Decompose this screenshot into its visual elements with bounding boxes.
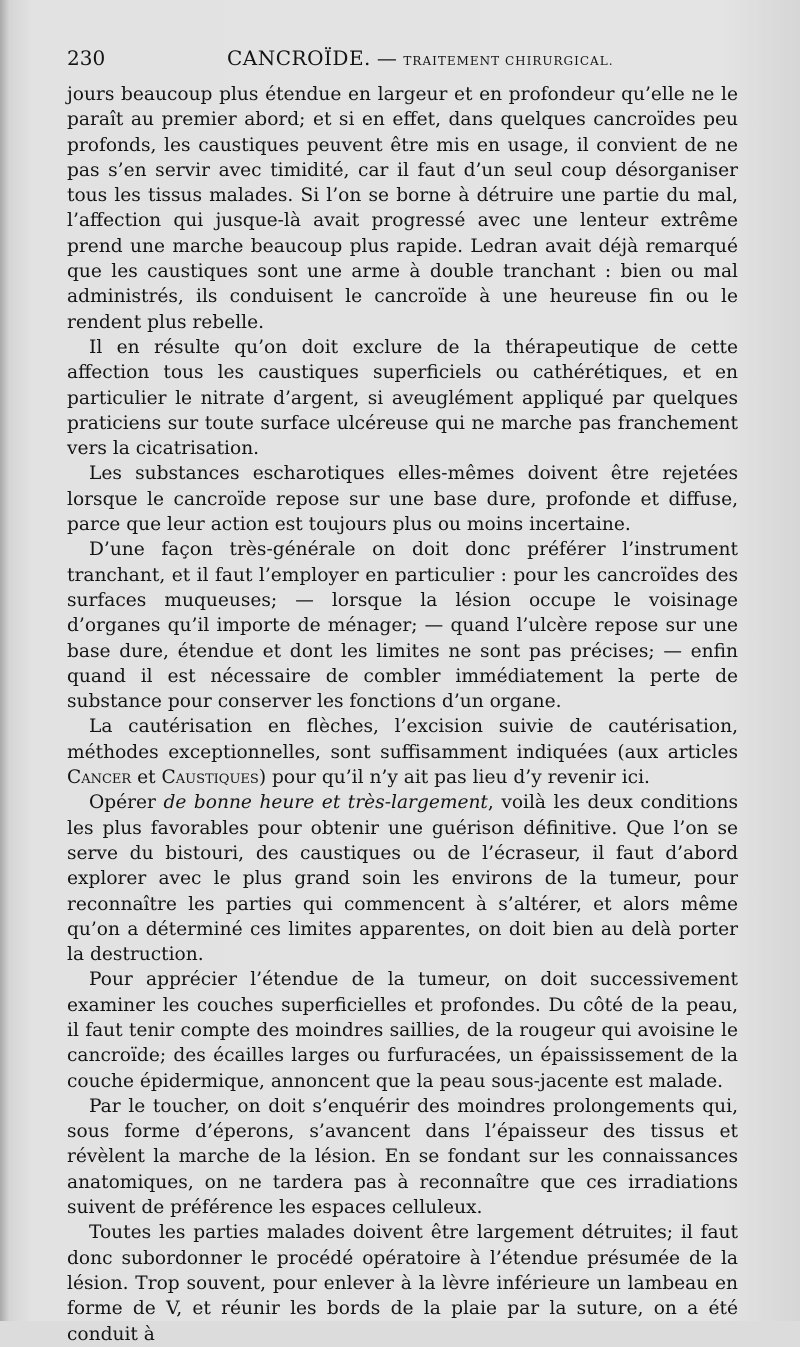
book-spine-shadow [0, 0, 10, 1321]
paragraph-text: ) pour qu’il n’y ait pas lieu d’y revenir ici. [258, 767, 650, 789]
paragraph-continued: jours beaucoup plus étendue en largeur et en profondeur qu’elle ne le paraît au premier abord; et si en effet, dans quelques cancroïdes peu profonds, les caustiques peuvent être mis en usage, il convient de ne pas s’en servir avec timidité, car il faut d’un seul coup désorganiser tous les tissus malades. Si l’on se borne à détruire une partie du mal, l’affection qui jusque-là avait progressé avec une lenteur extrême prend une marche beaucoup plus rapide. Ledran avait déjà remarqué que les caustiques sont une arme à double tranchant : bien ou mal administrés, ils conduisent le cancroïde à une heureuse fin ou le rendent plus rebelle. [67, 84, 738, 333]
paragraph-text: La cautérisation en flèches, l’excision suivie de cautérisation, méthodes exceptionnelles, sont suffisamment indiquées (aux articles [67, 716, 738, 763]
paragraph: Par le toucher, on doit s’enquérir des moindres prolongements qui, sous forme d’éperons, s’avancent dans l’épaisseur des tissus et révèlent la marche de la lésion. En se fondant sur les connaissances anatomiques, on ne tardera pas à reconnaître que ces irradiations suivent de préférence les espaces celluleux. [67, 1095, 738, 1219]
paragraph: Il en résulte qu’on doit exclure de la thérapeutique de cette affection tous les caustiques superficiels ou cathérétiques, et en particulier le nitrate d’argent, si aveuglément appliqué par quelques praticiens sur toute surface ulcéreuse qui ne marche pas franchement vers la cicatrisation. [67, 336, 738, 460]
paragraph [67, 714, 738, 790]
section-subtitle: TRAITEMENT CHIRURGICAL. [403, 54, 614, 68]
paragraph [67, 790, 738, 967]
header-dash: — [376, 46, 398, 70]
emphasized-text: de bonne heure et très-largement [163, 792, 488, 814]
page-number: 230 [67, 46, 106, 70]
running-header [67, 46, 738, 76]
paragraph: Les substances escharotiques elles-mêmes doivent être rejetées lorsque le cancroïde repose sur une base dure, profonde et diffuse, parce que leur action est toujours plus ou moins incertaine. [67, 463, 738, 536]
paragraph: Pour apprécier l’étendue de la tumeur, on doit successivement examiner les couches superficielles et profondes. Du côté de la peau, il faut tenir compte des moindres saillies, de la rougeur qui avoisine le cancroïde; des écailles larges ou furfuracées, un épaississement de la couche épidermique, annoncent que la peau sous-jacente est malade. [67, 969, 738, 1092]
page-body [67, 82, 738, 1347]
paragraph: D’une façon très-générale on doit donc préférer l’instrument tranchant, et il faut l’employer en particulier : pour les cancroïdes des surfaces muqueuses; — lorsque la lésion occupe le voisinage d’organes qu’il importe de ménager; — quand l’ulcère repose sur une base dure, étendue et dont les limites ne sont pas précises; — enfin quand il est nécessaire de combler immédiatement la perte de substance pour conserver les fonctions d’un organe. [67, 539, 738, 713]
paragraph: Toutes les parties malades doivent être largement détruites; il faut donc subordonner le procédé opératoire à l’étendue présumée de la lésion. Trop souvent, pour enlever à la lèvre inférieure un lambeau en forme de V, et réunir les bords de la plaie par la suture, on a été conduit à [67, 1222, 738, 1345]
paragraph-text: et [131, 767, 162, 789]
paragraph-text: Opérer [89, 792, 164, 814]
header-title [227, 46, 614, 70]
paragraph-text: , voilà les deux conditions les plus favorables pour obtenir une guérison définitive. Que l’on se serve du bistouri, des caustiques ou de l’écraseur, il faut d’abord explorer avec le plus grand soin les environs de la tumeur, pour reconnaître les parties qui commencent à s’altérer, et alors même qu’on a déterminé ces limites apparentes, on doit bien au delà porter la destruction. [67, 792, 738, 966]
chapter-title: CANCROÏDE. [227, 46, 371, 70]
cross-reference-caustiques: Caustiques [161, 767, 259, 789]
cross-reference-cancer: Cancer [67, 767, 132, 789]
